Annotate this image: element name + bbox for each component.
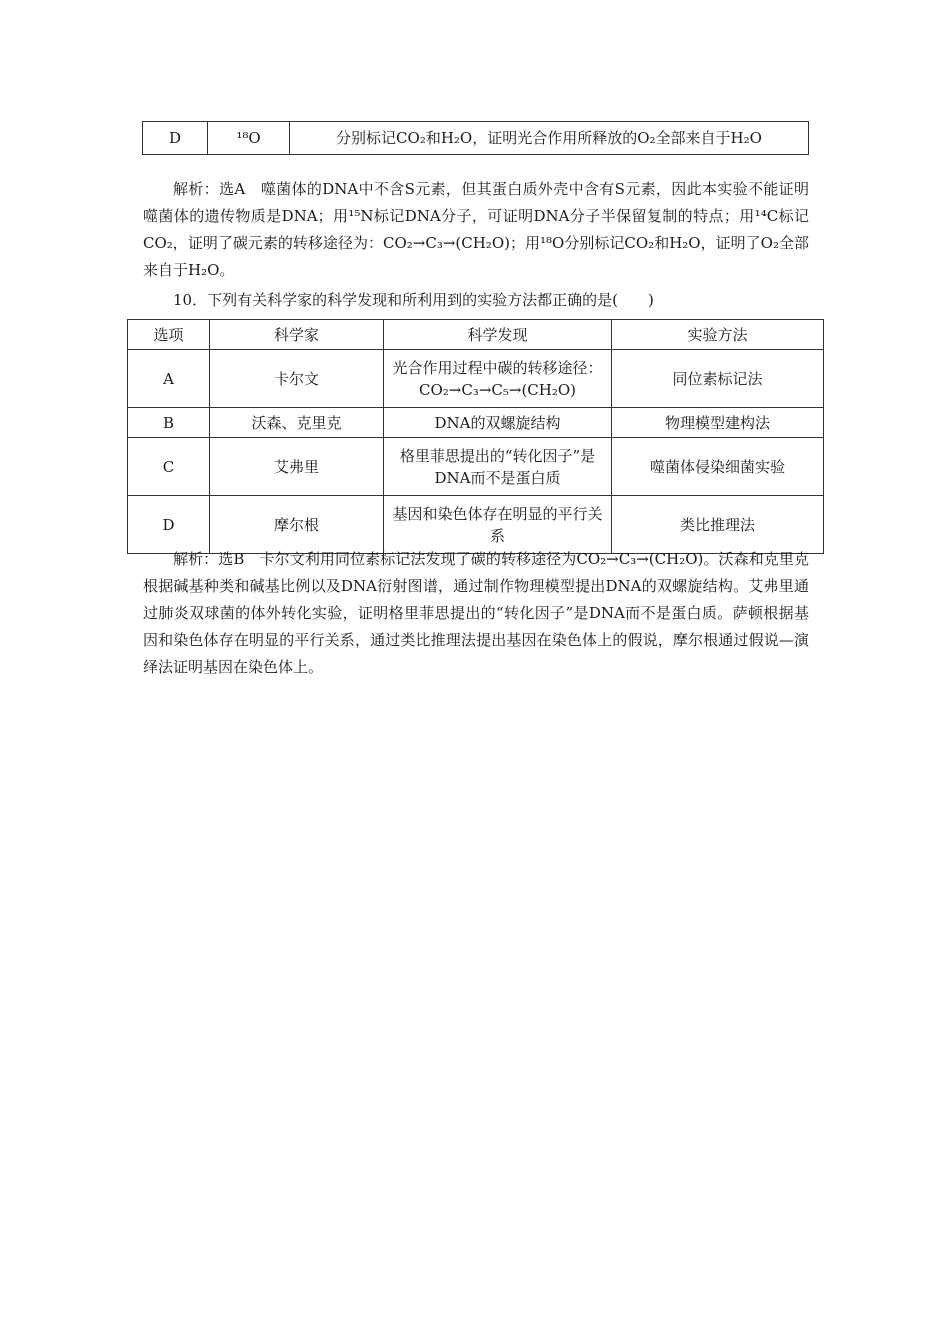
option-cell: C <box>128 438 210 496</box>
question-10-table <box>127 319 824 554</box>
option-cell: D <box>128 496 210 554</box>
discovery-cell: DNA的双螺旋结构 <box>384 408 612 438</box>
header-method: 实验方法 <box>612 320 824 350</box>
table-row <box>143 122 809 155</box>
table-row <box>128 408 824 438</box>
method-cell: 物理模型建构法 <box>612 408 824 438</box>
method-cell: 噬菌体侵染细菌实验 <box>612 438 824 496</box>
table-header-row <box>128 320 824 350</box>
analysis-question-9: 解析：选A 噬菌体的DNA中不含S元素，但其蛋白质外壳中含有S元素，因此本实验不能证明噬菌体的遗传物质是DNA；用¹⁵N标记DNA分子，可证明DNA分子半保留复制的特点；用¹⁴C标记CO₂，证明了碳元素的转移途径为：CO₂→C₃→(CH₂O)；用¹⁸O分别标记CO₂和H₂O，证明了O₂全部来自于H₂O。 <box>143 180 809 279</box>
table-row <box>128 496 824 554</box>
previous-question-table-row <box>142 121 809 155</box>
description-cell: 分别标记CO₂和H₂O，证明光合作用所释放的O₂全部来自于H₂O <box>290 122 809 155</box>
method-cell: 同位素标记法 <box>612 350 824 408</box>
table-row <box>128 350 824 408</box>
discovery-cell: 光合作用过程中碳的转移途径：CO₂→C₃→C₅→(CH₂O) <box>384 350 612 408</box>
option-cell: D <box>143 122 208 155</box>
option-cell: A <box>128 350 210 408</box>
scientist-cell: 艾弗里 <box>210 438 384 496</box>
table-row <box>128 438 824 496</box>
discovery-cell: 格里菲思提出的“转化因子”是DNA而不是蛋白质 <box>384 438 612 496</box>
question-10-stem: 10．下列有关科学家的科学发现和所利用到的实验方法都正确的是( ) <box>173 291 654 309</box>
option-cell: B <box>128 408 210 438</box>
scientist-cell: 卡尔文 <box>210 350 384 408</box>
header-scientist: 科学家 <box>210 320 384 350</box>
scientist-cell: 沃森、克里克 <box>210 408 384 438</box>
analysis-question-10: 解析：选B 卡尔文利用同位素标记法发现了碳的转移途径为CO₂→C₃→(CH₂O)。沃森和克里克根据碱基种类和碱基比例以及DNA衍射图谱，通过制作物理模型提出DNA的双螺旋结构。艾弗里通过肺炎双球菌的体外转化实验，证明格里菲思提出的“转化因子”是DNA而不是蛋白质。萨顿根据基因和染色体存在明显的平行关系，通过类比推理法提出基因在染色体上的假说，摩尔根通过假说—演绎法证明基因在染色体上。 <box>143 550 809 676</box>
scientist-cell: 摩尔根 <box>210 496 384 554</box>
header-discovery: 科学发现 <box>384 320 612 350</box>
method-cell: 类比推理法 <box>612 496 824 554</box>
discovery-cell: 基因和染色体存在明显的平行关系 <box>384 496 612 554</box>
isotope-cell: ¹⁸O <box>208 122 290 155</box>
header-option: 选项 <box>128 320 210 350</box>
